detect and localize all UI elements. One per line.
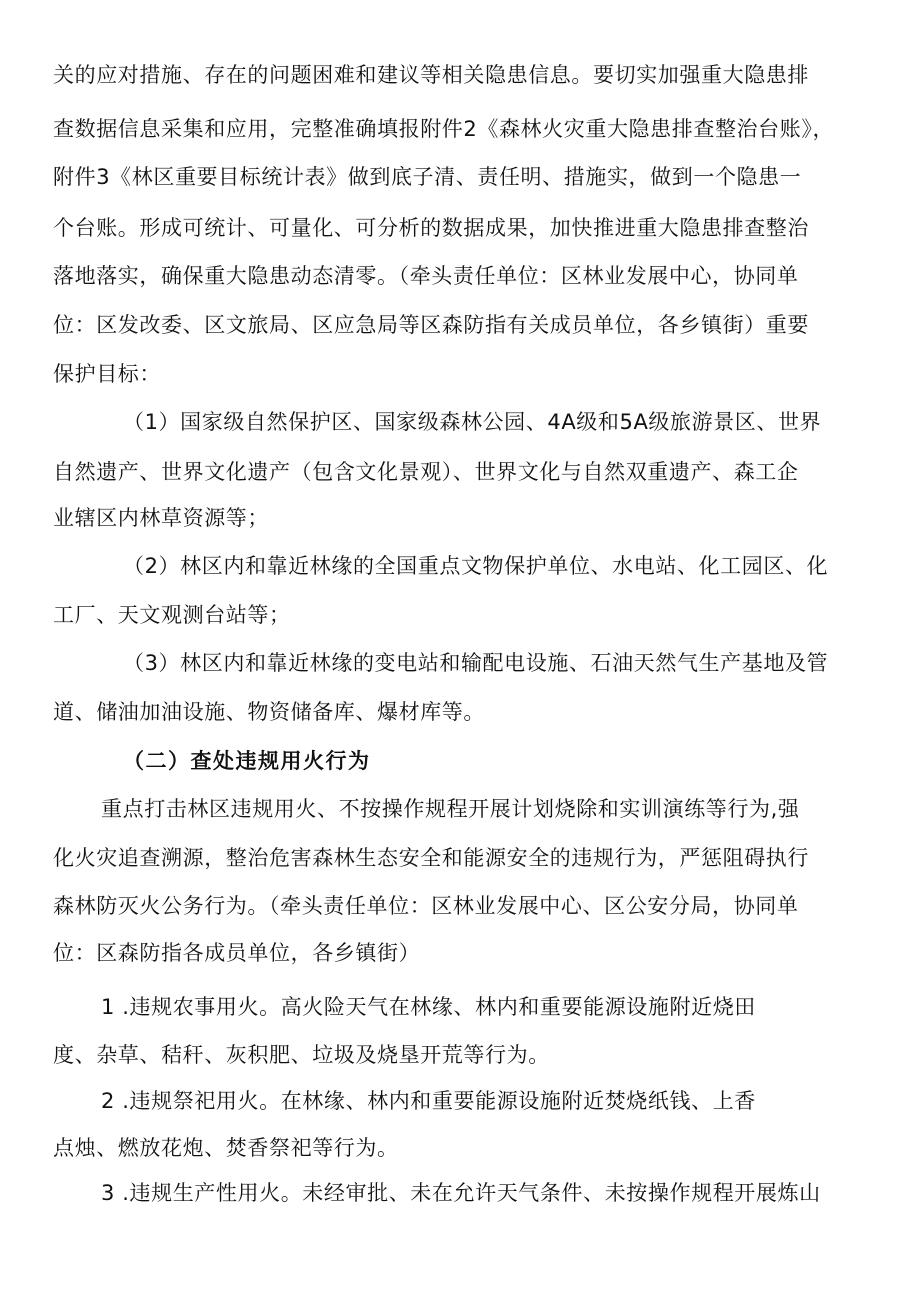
- text-line: 工厂、天文观测台站等；: [53, 603, 291, 627]
- text-line: 化火灾追查溯源，整治危害森林生态安全和能源安全的违规行为，严惩阻碍执行: [53, 846, 809, 870]
- section-heading: （二）查处违规用火行为: [123, 749, 371, 773]
- text-line: 森林防灭火公务行为。（牵头责任单位：区林业发展中心、区公安分局，协同单: [53, 894, 799, 918]
- numbered-item-2-line: 2 .违规祭祀用火。在林缘、林内和重要能源设施附近焚烧纸钱、上香: [101, 1089, 756, 1113]
- list-item-1-line: （1）国家级自然保护区、国家级森林公园、4A级和5A级旅游景区、世界: [123, 410, 822, 434]
- text-line: 位：区发改委、区文旅局、区应急局等区森防指有关成员单位，各乡镇街）重要: [53, 313, 809, 337]
- text-line: 度、杂草、秸秆、灰积肥、垃圾及烧垦开荒等行为。: [53, 1043, 550, 1067]
- numbered-item-1-line: 1 .违规农事用火。高火险天气在林缘、林内和重要能源设施附近烧田: [101, 995, 756, 1019]
- text-line: 位：区森防指各成员单位，各乡镇街）: [53, 941, 421, 965]
- list-item-3-line: （3）林区内和靠近林缘的变电站和输配电设施、石油天然气生产基地及管: [123, 651, 829, 675]
- list-item-2-line: （2）林区内和靠近林缘的全国重点文物保护单位、水电站、化工园区、化: [123, 554, 829, 578]
- text-line: 附件3《林区重要目标统计表》做到底子清、责任明、措施实，做到一个隐患一: [53, 165, 802, 189]
- text-line: 自然遗产、世界文化遗产（包含文化景观）、世界文化与自然双重遗产、森工企: [53, 460, 799, 484]
- text-line: 查数据信息采集和应用，完整准确填报附件2《森林火灾重大隐患排查整治台账》，: [53, 117, 835, 141]
- text-line: 落地落实，确保重大隐患动态清零。（牵头责任单位：区林业发展中心，协同单: [53, 264, 799, 288]
- text-line: 个台账。形成可统计、可量化、可分析的数据成果，加快推进重大隐患排查整治: [53, 216, 809, 240]
- text-line: 业辖区内林草资源等；: [53, 506, 269, 530]
- text-line: 点烛、燃放花炮、焚香祭祀等行为。: [53, 1136, 399, 1160]
- text-line: 关的应对措施、存在的问题困难和建议等相关隐患信息。要切实加强重大隐患排: [53, 63, 809, 87]
- numbered-item-3-line: 3 .违规生产性用火。未经审批、未在允许天气条件、未按操作规程开展炼山: [101, 1181, 821, 1205]
- paragraph-start-line: 重点打击林区违规用火、不按操作规程开展计划烧除和实训演练等行为,强: [101, 797, 800, 821]
- text-line: 道、储油加油设施、物资储备库、爆材库等。: [53, 700, 485, 724]
- text-line: 保护目标：: [53, 362, 161, 386]
